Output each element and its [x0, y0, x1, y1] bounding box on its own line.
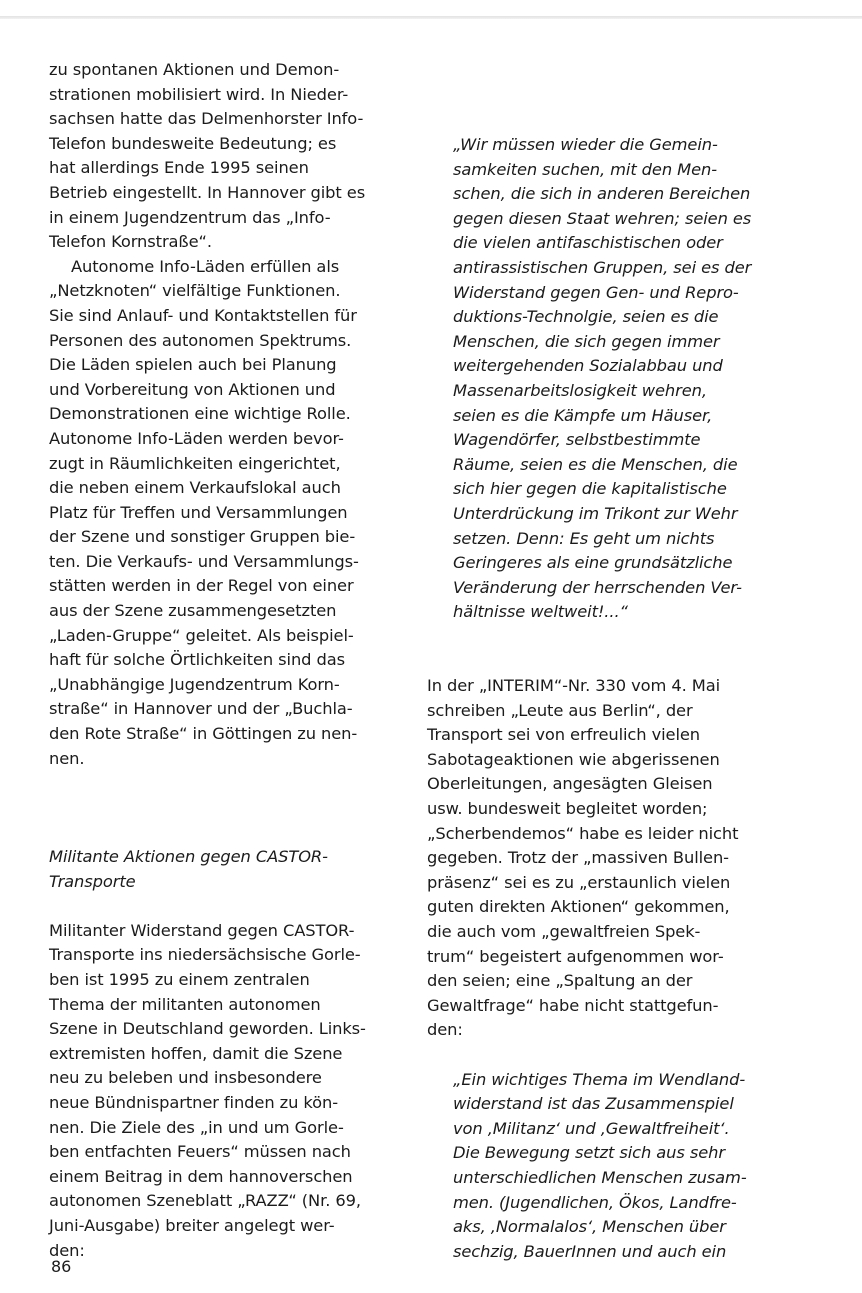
text-line: einem Beitrag in dem hannoverschen	[49, 1166, 353, 1186]
text-line: und Vorbereitung von Aktionen und	[49, 379, 336, 399]
quote-line: hältnisse weltweit!...“	[453, 602, 628, 622]
section-heading	[49, 845, 407, 894]
text-line: Sabotageaktionen wie abgerissenen	[427, 749, 720, 769]
quote-line: „Wir müssen wieder die Gemein-	[453, 135, 718, 154]
text-line: die neben einem Verkaufslokal auch	[49, 478, 341, 498]
text-line: Transporte ins niedersächsische Gorle-	[49, 945, 361, 965]
quote-line: men. (Jugendlichen, Ökos, Landfre-	[453, 1192, 737, 1212]
quote-line: duktions-Technolgie, seien es die	[453, 307, 719, 327]
text-line: usw. bundesweit begleitet worden;	[427, 799, 708, 819]
quote-line: antirassistischen Gruppen, sei es der	[453, 257, 752, 277]
text-line: In der „INTERIM“-Nr. 330 vom 4. Mai	[427, 676, 721, 696]
quote-line: weitergehenden Sozialabbau und	[453, 356, 723, 376]
text-line: guten direkten Aktionen“ gekommen,	[427, 897, 730, 917]
text-line: ten. Die Verkaufs- und Versammlungs-	[49, 551, 359, 571]
paragraph-info-laeden	[49, 255, 407, 771]
quote-line: unterschiedlichen Menschen zusam-	[453, 1167, 747, 1187]
text-line: Autonome Info-Läden erfüllen als	[71, 256, 340, 276]
text-line: nen.	[49, 748, 85, 768]
quote-line: Menschen, die sich gegen immer	[453, 331, 720, 351]
quote-line: sechzig, BauerInnen und auch ein	[453, 1241, 727, 1261]
quote-line: samkeiten suchen, mit den Men-	[453, 159, 717, 179]
text-line: der Szene und sonstiger Gruppen bie-	[49, 527, 356, 547]
text-line: nen. Die Ziele des „in und um Gorle-	[49, 1117, 344, 1137]
text-line: ben entfachten Feuers“ müssen nach	[49, 1142, 351, 1162]
block-quote-wendland	[427, 1068, 797, 1265]
quote-line: „Ein wichtiges Thema im Wendland-	[453, 1069, 746, 1089]
text-line: Personen des autonomen Spektrums.	[49, 330, 352, 350]
quote-line: die vielen antifaschistischen oder	[453, 233, 723, 253]
right-column	[427, 133, 797, 1264]
page-number: 86	[51, 1257, 72, 1276]
text-line: Autonome Info-Läden werden bevor-	[49, 428, 344, 448]
text-line: Szene in Deutschland geworden. Links-	[49, 1019, 366, 1039]
quote-line: schen, die sich in anderen Bereichen	[453, 184, 751, 204]
quote-line: Geringeres als eine grundsätzliche	[453, 553, 733, 573]
text-line: den seien; eine „Spaltung an der	[427, 971, 693, 991]
text-line: straße“ in Hannover und der „Buchla-	[49, 699, 353, 719]
paragraph-castor	[49, 919, 407, 1263]
block-quote-gemeinsamkeiten	[427, 133, 797, 625]
text-line: die auch vom „gewaltfreien Spek-	[427, 922, 701, 941]
text-line: Die Läden spielen auch bei Planung	[49, 355, 337, 375]
text-line: Demonstrationen eine wichtige Rolle.	[49, 404, 351, 424]
text-line: hat allerdings Ende 1995 seinen	[49, 158, 309, 178]
text-line: Oberleitungen, angesägten Gleisen	[427, 774, 713, 794]
text-line: Gewaltfrage“ habe nicht stattgefun-	[427, 995, 719, 1015]
text-line: Sie sind Anlauf- und Kontaktstellen für	[49, 305, 357, 325]
text-line: Thema der militanten autonomen	[49, 994, 321, 1014]
text-line: Betrieb eingestellt. In Hannover gibt es	[49, 182, 366, 202]
text-line: Telefon bundesweite Bedeutung; es	[49, 133, 337, 153]
text-line: den:	[427, 1020, 463, 1040]
heading-line: Militante Aktionen gegen CASTOR-	[49, 847, 328, 866]
text-line: stätten werden in der Regel von einer	[49, 576, 354, 596]
top-rule	[0, 16, 862, 19]
quote-line: Massenarbeitslosigkeit wehren,	[453, 380, 707, 400]
quote-line: Räume, seien es die Menschen, die	[453, 454, 738, 474]
text-line: strationen mobilisiert wird. In Nieder-	[49, 84, 349, 104]
text-line: Militanter Widerstand gegen CASTOR-	[49, 920, 355, 940]
text-line: Transport sei von erfreulich vielen	[427, 725, 701, 745]
text-line: schreiben „Leute aus Berlin“, der	[427, 700, 693, 720]
quote-line: Wagendörfer, selbstbestimmte	[453, 430, 701, 450]
text-line: in einem Jugendzentrum das „Info-	[49, 207, 331, 227]
quote-line: setzen. Denn: Es geht um nichts	[453, 528, 715, 548]
quote-line: gegen diesen Staat wehren; seien es	[453, 208, 752, 228]
quote-line: widerstand ist das Zusammenspiel	[453, 1094, 734, 1114]
text-line: autonomen Szeneblatt „RAZZ“ (Nr. 69,	[49, 1191, 361, 1211]
text-line: den:	[49, 1240, 85, 1260]
text-line: Platz für Treffen und Versammlungen	[49, 502, 348, 522]
left-column	[49, 58, 407, 1263]
quote-line: Die Bewegung setzt sich aus sehr	[453, 1143, 725, 1163]
quote-line: Widerstand gegen Gen- und Repro-	[453, 282, 739, 302]
text-line: sachsen hatte das Delmenhorster Info-	[49, 109, 364, 129]
paragraph-interim	[427, 674, 797, 1043]
text-line: haft für solche Örtlichkeiten sind das	[49, 650, 345, 670]
quote-line: von ‚Militanz‘ und ‚Gewaltfreiheit‘.	[453, 1118, 730, 1138]
text-line: ben ist 1995 zu einem zentralen	[49, 969, 310, 989]
text-line: aus der Szene zusammengesetzten	[49, 601, 337, 621]
text-line: gegeben. Trotz der „massiven Bullen-	[427, 848, 729, 868]
text-line: „Laden-Gruppe“ geleitet. Als beispiel-	[49, 625, 354, 645]
quote-line: Unterdrückung im Trikont zur Wehr	[453, 503, 738, 523]
text-line: Telefon Kornstraße“.	[49, 232, 212, 252]
text-line: zu spontanen Aktionen und Demon-	[49, 60, 340, 79]
quote-line: seien es die Kämpfe um Häuser,	[453, 405, 713, 425]
text-line: zugt in Räumlichkeiten eingerichtet,	[49, 453, 341, 473]
text-line: den Rote Straße“ in Göttingen zu nen-	[49, 724, 358, 744]
text-line: trum“ begeistert aufgenommen wor-	[427, 946, 724, 966]
paragraph-info-telefon	[49, 58, 407, 255]
text-line: „Netzknoten“ vielfältige Funktionen.	[49, 281, 341, 301]
quote-line: aks, ‚Normalalos‘, Menschen über	[453, 1217, 726, 1237]
text-line: „Unabhängige Jugendzentrum Korn-	[49, 674, 340, 694]
text-line: präsenz“ sei es zu „erstaunlich vielen	[427, 872, 731, 892]
heading-line: Transporte	[49, 871, 136, 891]
quote-line: sich hier gegen die kapitalistische	[453, 479, 727, 499]
quote-line: Veränderung der herrschenden Ver-	[453, 577, 742, 597]
text-line: Juni-Ausgabe) breiter angelegt wer-	[49, 1215, 335, 1235]
text-line: neu zu beleben und insbesondere	[49, 1068, 322, 1088]
text-line: neue Bündnispartner finden zu kön-	[49, 1092, 338, 1112]
text-line: „Scherbendemos“ habe es leider nicht	[427, 823, 739, 843]
text-line: extremisten hoffen, damit die Szene	[49, 1043, 343, 1063]
